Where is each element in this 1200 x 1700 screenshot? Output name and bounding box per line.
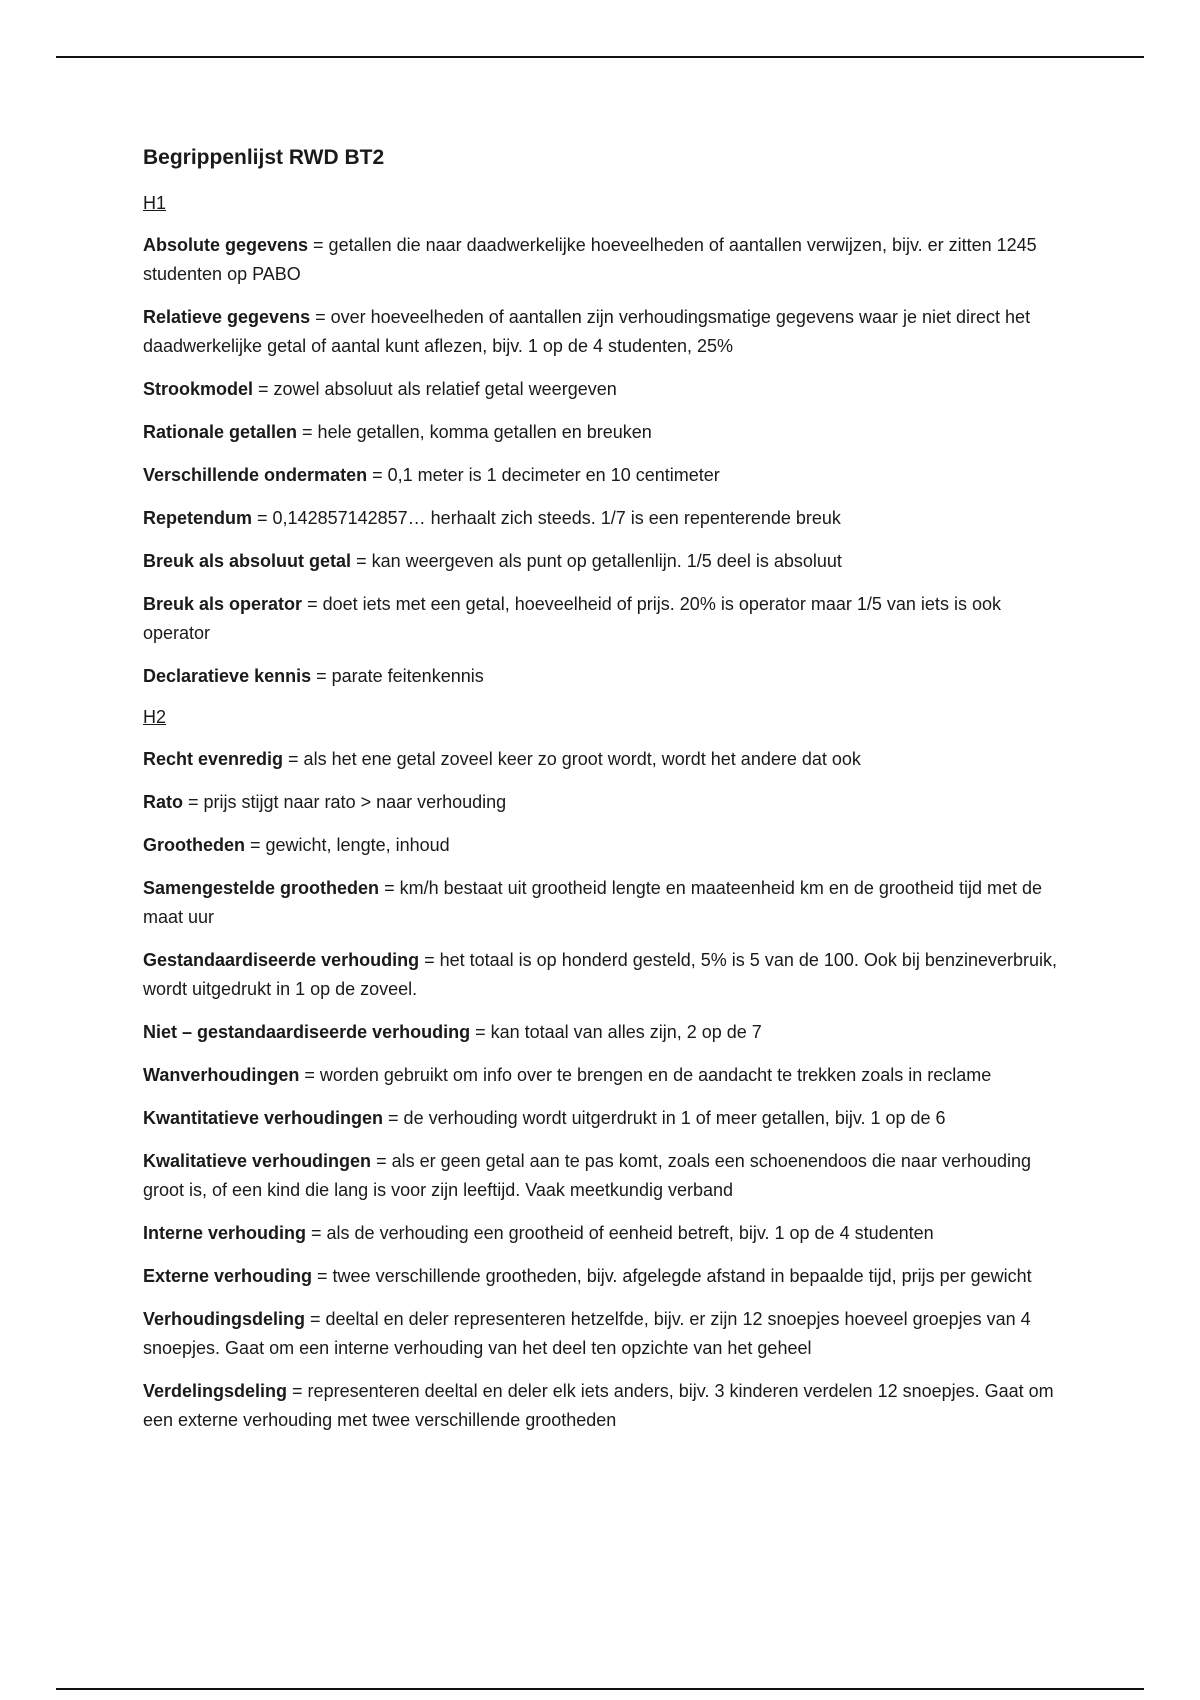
glossary-definition: = gewicht, lengte, inhoud: [245, 835, 450, 855]
glossary-definition: = kan totaal van alles zijn, 2 op de 7: [470, 1022, 762, 1042]
glossary-definition: = representeren deeltal en deler elk iets anders, bijv. 3 kinderen verdelen 12 snoepjes. Gaat om een externe verhouding met twee verschillende grootheden: [143, 1381, 1054, 1430]
glossary-entry: [143, 946, 1063, 1004]
header-rule: [56, 56, 1144, 58]
glossary-definition: = als het ene getal zoveel keer zo groot wordt, wordt het andere dat ook: [283, 749, 861, 769]
glossary-term: Gestandaardiseerde verhouding: [143, 950, 420, 970]
glossary-entry: [143, 1262, 1063, 1291]
glossary-entry: [143, 1305, 1063, 1363]
glossary-term: Samengestelde grootheden: [143, 878, 380, 898]
glossary-entry: [143, 831, 1063, 860]
glossary-definition: = twee verschillende grootheden, bijv. afgelegde afstand in bepaalde tijd, prijs per gewicht: [312, 1266, 1032, 1286]
glossary-entry: [143, 590, 1063, 648]
glossary-term: Declaratieve kennis: [143, 666, 312, 686]
glossary-definition: = het totaal is op honderd gesteld, 5% is 5 van de 100. Ook bij benzineverbruik, wordt uitgedrukt in 1 op de zoveel.: [143, 950, 1057, 999]
glossary-term: Externe verhouding: [143, 1266, 313, 1286]
glossary-term: Breuk als absoluut getal: [143, 551, 352, 571]
glossary-entry: [143, 418, 1063, 447]
glossary-entry: [143, 662, 1063, 691]
glossary-definition: = over hoeveelheden of aantallen zijn verhoudingsmatige gegevens waar je niet direct het daadwerkelijke getal of aantal kunt aflezen, bijv. 1 op de 4 studenten, 25%: [143, 307, 1031, 356]
glossary-term: Interne verhouding: [143, 1223, 307, 1243]
glossary-term: Niet – gestandaardiseerde verhouding: [143, 1022, 471, 1042]
glossary-definition: = getallen die naar daadwerkelijke hoeveelheden of aantallen verwijzen, bijv. er zitten 1245 studenten op PABO: [143, 235, 1037, 284]
glossary-entry: [143, 547, 1063, 576]
glossary-term: Grootheden: [143, 835, 245, 855]
glossary-term: Verdelingsdeling: [143, 1381, 288, 1401]
glossary-entry: [143, 303, 1063, 361]
glossary-definition: = als de verhouding een grootheid of eenheid betreft, bijv. 1 op de 4 studenten: [306, 1223, 934, 1243]
footer-rule: [56, 1688, 1144, 1690]
glossary-definition: = deeltal en deler representeren hetzelfde, bijv. er zijn 12 snoepjes hoeveel groepjes van 4 snoepjes. Gaat om een interne verhouding van het deel ten opzichte van het geheel: [143, 1309, 1031, 1358]
glossary-term: Rato: [143, 792, 183, 812]
section-heading: H2: [143, 707, 167, 727]
glossary-entry: [143, 504, 1063, 533]
glossary-definition: = doet iets met een getal, hoeveelheid of prijs. 20% is operator maar 1/5 van iets is ook operator: [143, 594, 1001, 643]
glossary-entry: [143, 874, 1063, 932]
glossary-term: Verhoudingsdeling: [143, 1309, 306, 1329]
sections-container: [143, 191, 1063, 1435]
glossary-entry: [143, 375, 1063, 404]
glossary-term: Wanverhoudingen: [143, 1065, 300, 1085]
glossary-term: Rationale getallen: [143, 422, 298, 442]
glossary-entry: [143, 461, 1063, 490]
glossary-term: Kwantitatieve verhoudingen: [143, 1108, 384, 1128]
glossary-entry: [143, 788, 1063, 817]
glossary-entry: [143, 1377, 1063, 1435]
glossary-term: Verschillende ondermaten: [143, 465, 368, 485]
glossary-term: Relatieve gegevens: [143, 307, 311, 327]
glossary-term: Absolute gegevens: [143, 235, 309, 255]
document-body: [143, 144, 1063, 1449]
glossary-definition: = worden gebruikt om info over te brengen en de aandacht te trekken zoals in reclame: [299, 1065, 992, 1085]
glossary-term: Recht evenredig: [143, 749, 284, 769]
glossary-definition: = kan weergeven als punt op getallenlijn. 1/5 deel is absoluut: [351, 551, 842, 571]
glossary-definition: = zowel absoluut als relatief getal weergeven: [253, 379, 617, 399]
glossary-term: Repetendum: [143, 508, 253, 528]
glossary-term: Breuk als operator: [143, 594, 303, 614]
glossary-entry: [143, 231, 1063, 289]
glossary-term: Kwalitatieve verhoudingen: [143, 1151, 372, 1171]
glossary-definition: = de verhouding wordt uitgerdrukt in 1 of meer getallen, bijv. 1 op de 6: [383, 1108, 946, 1128]
glossary-entry: [143, 1104, 1063, 1133]
glossary-entry: [143, 1219, 1063, 1248]
glossary-entry: [143, 1018, 1063, 1047]
glossary-entry: [143, 1147, 1063, 1205]
glossary-entry: [143, 745, 1063, 774]
glossary-definition: = prijs stijgt naar rato > naar verhouding: [183, 792, 507, 812]
glossary-term: Strookmodel: [143, 379, 254, 399]
document-title: Begrippenlijst RWD BT2: [143, 146, 385, 169]
glossary-definition: = km/h bestaat uit grootheid lengte en maateenheid km en de grootheid tijd met de maat uur: [143, 878, 1042, 927]
glossary-definition: = hele getallen, komma getallen en breuken: [297, 422, 652, 442]
glossary-definition: = parate feitenkennis: [311, 666, 484, 686]
section-heading: H1: [143, 193, 167, 213]
glossary-definition: = als er geen getal aan te pas komt, zoals een schoenendoos die naar verhouding groot is, of een kind die lang is voor zijn leeftijd. Vaak meetkundig verband: [143, 1151, 1032, 1200]
glossary-entry: [143, 1061, 1063, 1090]
glossary-definition: = 0,1 meter is 1 decimeter en 10 centimeter: [367, 465, 720, 485]
glossary-definition: = 0,142857142857… herhaalt zich steeds. 1/7 is een repenterende breuk: [252, 508, 841, 528]
